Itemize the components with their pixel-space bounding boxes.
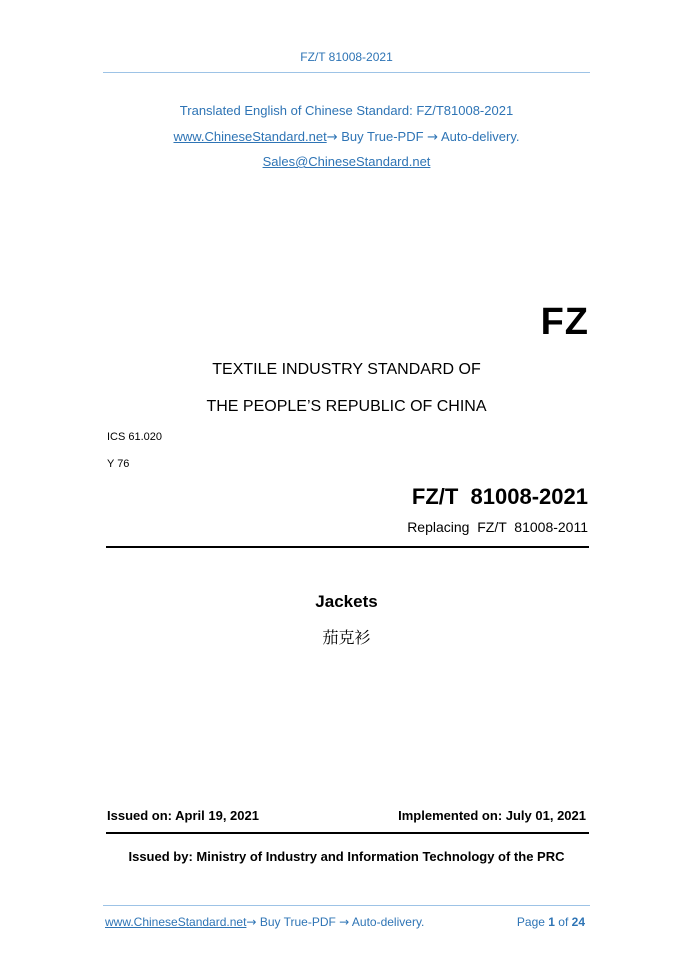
- arrow-icon: →: [339, 915, 350, 929]
- title-divider: [106, 546, 589, 548]
- translation-notice: Translated English of Chinese Standard: FZ/T81008-2021: [179, 103, 514, 118]
- issuer-divider: [106, 832, 589, 834]
- footer-divider: [103, 905, 590, 906]
- footer-site-link[interactable]: www.ChineseStandard.net: [105, 915, 247, 929]
- document-title: Jackets: [315, 592, 378, 611]
- page-current: 1: [548, 915, 555, 929]
- site-link[interactable]: www.ChineseStandard.net: [173, 129, 327, 144]
- arrow-icon: →: [326, 130, 338, 145]
- document-title-chinese: 茄克衫: [322, 628, 371, 647]
- fz-logo: FZ: [540, 301, 589, 343]
- arrow-icon: →: [246, 915, 257, 929]
- footer-buy-text: Buy True-PDF: [256, 915, 340, 929]
- issued-date: Issued on: April 19, 2021: [107, 808, 259, 823]
- standard-title-line-2: THE PEOPLE’S REPUBLIC OF CHINA: [206, 398, 487, 415]
- page-indicator: [517, 915, 585, 929]
- replacing-standard: Replacing FZ/T 81008-2011: [407, 519, 588, 535]
- ccs-code: Y 76: [107, 458, 130, 470]
- header-standard-code: FZ/T 81008-2021: [300, 50, 393, 64]
- implemented-date: Implemented on: July 01, 2021: [398, 808, 586, 823]
- arrow-icon: →: [427, 130, 439, 145]
- promo-links-line: [0, 129, 693, 145]
- ics-code: ICS 61.020: [107, 431, 163, 443]
- footer-auto-delivery-text: Auto-delivery.: [349, 915, 425, 929]
- page-of: of: [554, 915, 572, 929]
- page-total: 24: [571, 915, 585, 929]
- footer-links-line: [105, 915, 424, 929]
- buy-text: Buy True-PDF: [337, 129, 428, 144]
- auto-delivery-text: Auto-delivery.: [438, 129, 520, 144]
- sales-email-line: [0, 154, 693, 169]
- standard-title-line-1: TEXTILE INDUSTRY STANDARD OF: [212, 361, 481, 378]
- page-label: Page: [516, 915, 549, 929]
- issuing-authority: Issued by: Ministry of Industry and Information Technology of the PRC: [128, 849, 565, 864]
- header-divider: [103, 72, 590, 73]
- sales-email-link[interactable]: Sales@ChineseStandard.net: [262, 154, 431, 169]
- standard-number: FZ/T 81008-2021: [411, 484, 588, 509]
